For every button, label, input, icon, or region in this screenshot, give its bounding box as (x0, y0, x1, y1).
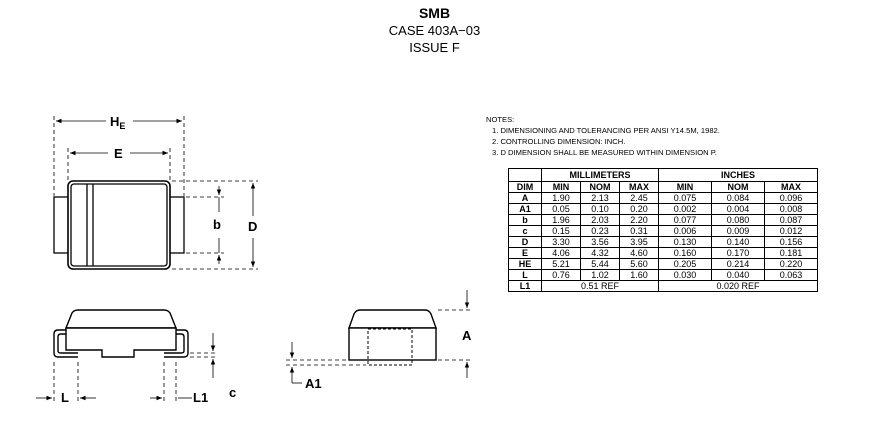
notes-title: NOTES: (486, 115, 515, 124)
group-header-millimeters: MILLIMETERS (542, 169, 659, 182)
dim-cell: A (509, 193, 542, 204)
dim-label-a: A (462, 328, 472, 343)
case-number: CASE 403A−03 (388, 23, 481, 38)
top-view (54, 181, 184, 269)
dim-cell: L (509, 270, 542, 281)
inch-value-cell: 0.170 (712, 248, 765, 259)
package-name: SMB (418, 5, 451, 21)
dim-cell: A1 (509, 204, 542, 215)
table-body (509, 193, 818, 292)
table-row (509, 259, 818, 270)
side-view (54, 310, 188, 357)
mm-value-cell: 3.56 (581, 237, 620, 248)
table-row (509, 226, 818, 237)
mm-value-cell: 4.06 (542, 248, 581, 259)
inch-value-cell: 0.160 (659, 248, 712, 259)
inch-value-cell: 0.140 (712, 237, 765, 248)
dim-label-he: $H_E$ (110, 114, 126, 131)
inch-value-cell: 0.002 (659, 204, 712, 215)
dim-cell: L1 (509, 281, 542, 292)
inch-value-cell: 0.130 (659, 237, 712, 248)
dim-label-e: E (114, 146, 123, 161)
table-row (509, 270, 818, 281)
group-header-inches: INCHES (659, 169, 818, 182)
mm-value-cell: 0.20 (620, 204, 659, 215)
dim-label-b: b (213, 217, 221, 232)
inch-value-cell: 0.009 (712, 226, 765, 237)
table-row (509, 248, 818, 259)
mm-value-cell: 3.30 (542, 237, 581, 248)
table-corner (509, 169, 542, 182)
dim-label-l1: L1 (193, 390, 209, 405)
inch-value-cell: 0.004 (712, 204, 765, 215)
mm-value-cell: 2.03 (581, 215, 620, 226)
column-header: MAX (620, 182, 659, 193)
dim-cell: E (509, 248, 542, 259)
issue-label: ISSUE F (409, 40, 460, 55)
dim-label-l: L (61, 390, 69, 405)
column-header: MAX (765, 182, 818, 193)
inch-value-cell: 0.030 (659, 270, 712, 281)
dim-label-c: c (229, 385, 237, 400)
column-header: NOM (712, 182, 765, 193)
inch-value-cell: 0.077 (659, 215, 712, 226)
mm-value-cell: 3.95 (620, 237, 659, 248)
inch-value-cell: 0.008 (765, 204, 818, 215)
mm-value-cell: 0.76 (542, 270, 581, 281)
dim-cell: HE (509, 259, 542, 270)
inch-value-cell: 0.087 (765, 215, 818, 226)
mm-value-cell: 1.96 (542, 215, 581, 226)
inch-value-cell: 0.006 (659, 226, 712, 237)
end-view (349, 310, 436, 365)
inch-value-cell: 0.156 (765, 237, 818, 248)
inch-value-cell: 0.063 (765, 270, 818, 281)
mm-value-cell: 5.21 (542, 259, 581, 270)
table-row (509, 193, 818, 204)
inch-value-cell: 0.205 (659, 259, 712, 270)
inch-value-cell: 0.214 (712, 259, 765, 270)
dim-cell: b (509, 215, 542, 226)
table-row-ref (509, 281, 818, 292)
mm-value-cell: 0.15 (542, 226, 581, 237)
mm-value-cell: 2.20 (620, 215, 659, 226)
column-header: DIM (509, 182, 542, 193)
mm-value-cell: 1.02 (581, 270, 620, 281)
dimension-table (508, 168, 818, 292)
dim-label-d: D (248, 219, 258, 234)
column-header: MIN (659, 182, 712, 193)
inch-value-cell: 0.084 (712, 193, 765, 204)
inch-value-cell: 0.181 (765, 248, 818, 259)
mm-ref-cell: 0.51 REF (542, 281, 659, 292)
column-header: MIN (542, 182, 581, 193)
mm-value-cell: 5.44 (581, 259, 620, 270)
inch-value-cell: 0.040 (712, 270, 765, 281)
dim-cell: D (509, 237, 542, 248)
mm-value-cell: 1.60 (620, 270, 659, 281)
mm-value-cell: 2.13 (581, 193, 620, 204)
inch-value-cell: 0.096 (765, 193, 818, 204)
mm-value-cell: 0.10 (581, 204, 620, 215)
mm-value-cell: 1.90 (542, 193, 581, 204)
mm-value-cell: 4.32 (581, 248, 620, 259)
notes-block (486, 114, 720, 158)
table-row (509, 204, 818, 215)
mm-value-cell: 0.31 (620, 226, 659, 237)
mm-value-cell: 2.45 (620, 193, 659, 204)
inch-value-cell: 0.220 (765, 259, 818, 270)
note-item: 3. D DIMENSION SHALL BE MEASURED WITHIN DIMENSION P. (492, 148, 717, 157)
inch-ref-cell: 0.020 REF (659, 281, 818, 292)
mm-value-cell: 4.60 (620, 248, 659, 259)
table-row (509, 237, 818, 248)
table-row (509, 215, 818, 226)
dim-cell: c (509, 226, 542, 237)
dim-label-a1: A1 (305, 376, 322, 391)
inch-value-cell: 0.012 (765, 226, 818, 237)
note-item: 1. DIMENSIONING AND TOLERANCING PER ANSI Y14.5M, 1982. (492, 126, 720, 135)
inch-value-cell: 0.075 (659, 193, 712, 204)
mm-value-cell: 0.23 (581, 226, 620, 237)
note-item: 2. CONTROLLING DIMENSION: INCH. (492, 137, 626, 146)
mm-value-cell: 5.60 (620, 259, 659, 270)
inch-value-cell: 0.080 (712, 215, 765, 226)
mm-value-cell: 0.05 (542, 204, 581, 215)
column-header: NOM (581, 182, 620, 193)
